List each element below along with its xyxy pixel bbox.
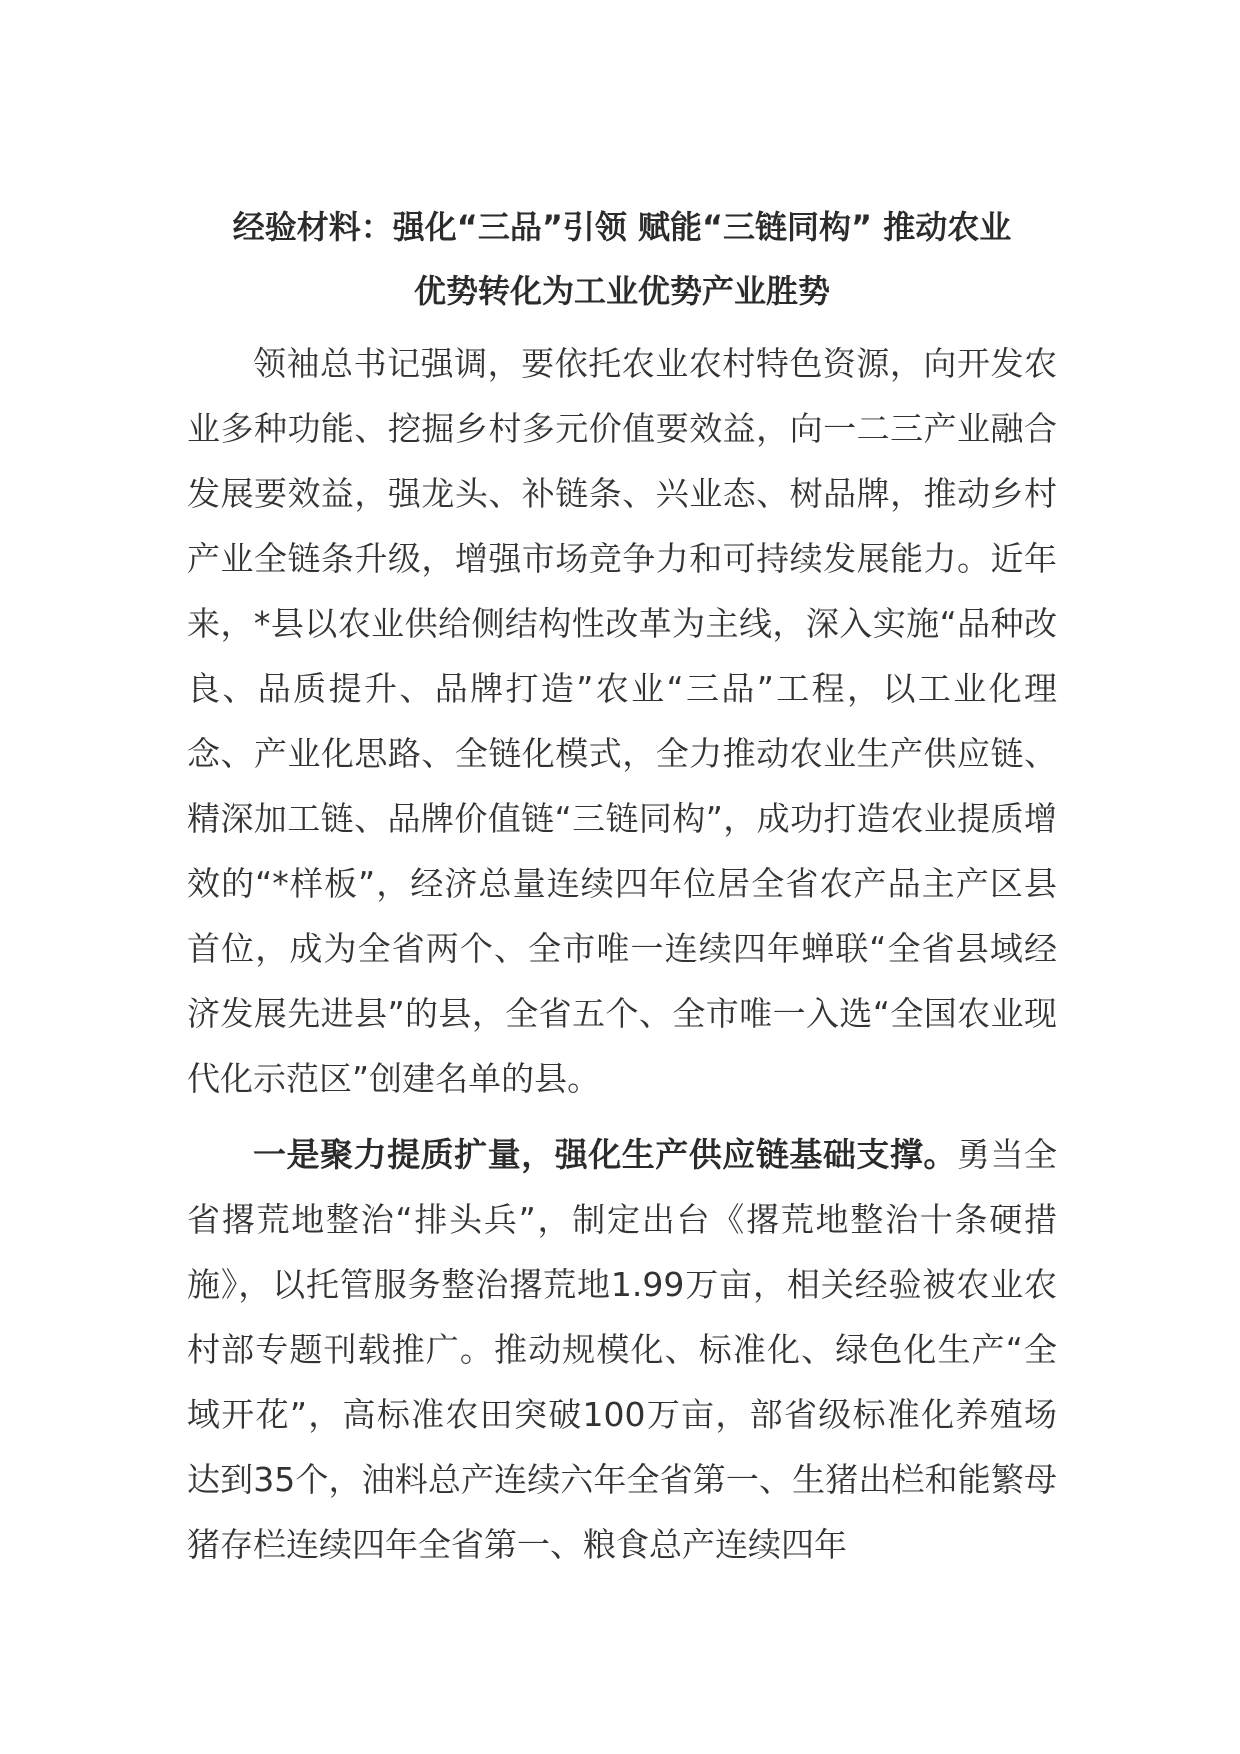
paragraph-lead-heading: 一是聚力提质扩量，强化生产供应链基础支撑。 <box>253 1135 957 1174</box>
body-paragraph-intro: 领袖总书记强调，要依托农业农村特色资源，向开发农业多种功能、挖掘乡村多元价值要效益，向一二三产业融合发展要效益，强龙头、补链条、兴业态、树品牌，推动乡村产业全链条升级，增强市场竞争力和可持续发展能力。近年来，*县以农业供给侧结构性改革为主线，深入实施“品种改良、品质提升、品牌打造”农业“三品”工程，以工业化理念、产业化思路、全链化模式，全力推动农业生产供应链、精深加工链、品牌价值链“三链同构”，成功打造农业提质增效的“*样板”，经济总量连续四年位居全省农产品主产区县首位，成为全省两个、全市唯一连续四年蝉联“全省县域经济发展先进县”的县，全省五个、全市唯一入选“全国农业现代化示范区”创建名单的县。 <box>187 344 1057 1098</box>
paragraph-body-text: 勇当全省撂荒地整治“排头兵”，制定出台《撂荒地整治十条硬措施》，以托管服务整治撂荒地1.99万亩，相关经验被农业农村部专题刊载推广。推动规模化、标准化、绿色化生产“全域开花”，高标准农田突破100万亩，部省级标准化养殖场达到35个，油料总产连续六年全省第一、生猪出栏和能繁母猪存栏连续四年全省第一、粮食总产连续四年 <box>187 1135 1058 1564</box>
document-page <box>187 195 1057 1577</box>
title-line-2: 优势转化为工业优势产业胜势 <box>413 272 830 310</box>
body-paragraph-point-one <box>187 1122 1057 1577</box>
document-title <box>187 195 1057 323</box>
title-line-1: 经验材料：强化“三品”引领 赋能“三链同构” 推动农业 <box>232 208 1012 246</box>
